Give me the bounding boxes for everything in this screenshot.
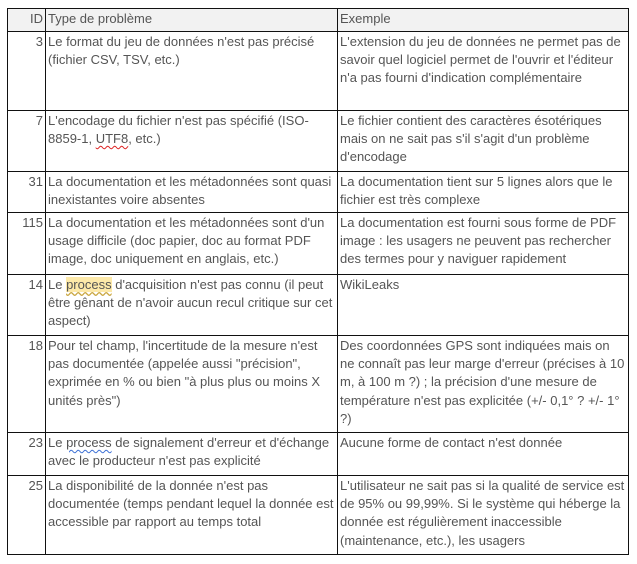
example-cell[interactable]: La documentation est fourni sous forme de PDF image : les usagers ne peuvent pas rechercher des termes pour y naviguer rapidement xyxy=(338,213,629,275)
header-row xyxy=(8,9,629,32)
problem-type-cell[interactable]: La documentation et les métadonnées sont quasi inexistantes voire absentes xyxy=(46,172,338,213)
row-id: 3 xyxy=(8,32,46,111)
header-id: ID xyxy=(8,9,46,32)
table-row xyxy=(8,336,629,433)
row-id: 23 xyxy=(8,433,46,476)
row-id: 18 xyxy=(8,336,46,433)
table-row xyxy=(8,275,629,336)
text-segment: Le xyxy=(48,435,67,450)
grammar-check-word[interactable]: process xyxy=(66,435,112,450)
spellcheck-word[interactable]: UTF8 xyxy=(95,131,129,147)
row-id: 115 xyxy=(8,213,46,275)
header-type: Type de problème xyxy=(46,9,338,32)
row-id: 7 xyxy=(8,111,46,172)
table-row xyxy=(8,32,629,111)
example-cell[interactable]: La documentation tient sur 5 lignes alors que le fichier est très complexe xyxy=(338,172,629,213)
problem-type-cell[interactable]: La documentation et les métadonnées sont d'un usage difficile (doc papier, doc au format PDF image, doc uniquement en anglais, etc.) xyxy=(46,213,338,275)
example-cell[interactable] xyxy=(338,476,629,555)
problem-type-cell[interactable] xyxy=(46,275,338,336)
example-cell[interactable]: Le fichier contient des caractères ésotériques mais on ne sait pas s'il s'agit d'un problème d'encodage xyxy=(338,111,629,172)
table-row xyxy=(8,433,629,476)
row-id: 31 xyxy=(8,172,46,213)
table-row xyxy=(8,213,629,275)
highlighted-word[interactable]: process xyxy=(66,277,112,292)
text-segment: L'encodage du fichier n'est pas spécifié (ISO-8859-1, xyxy=(48,113,309,147)
table-row xyxy=(8,476,629,555)
example-cell[interactable]: WikiLeaks xyxy=(338,275,629,336)
problems-table xyxy=(7,8,629,555)
problem-type-cell[interactable] xyxy=(46,433,338,476)
table-row xyxy=(8,111,629,172)
row-id: 25 xyxy=(8,476,46,555)
problem-type-cell[interactable] xyxy=(46,476,338,555)
problem-type-cell[interactable] xyxy=(46,111,338,172)
cell-text: La disponibilité de la donnée n'est pas documentée (temps pendant lequel la donnée est accessible par rapport au temps total xyxy=(48,478,334,530)
example-cell[interactable]: Des coordonnées GPS sont indiquées mais on ne connaît pas leur marge d'erreur (précises à 10 m, à 100 m ?) ; la précision d'une mesure de température n'est pas explicitée (+/- 0,1° ? +/- 1° ?) xyxy=(338,336,629,433)
row-id: 14 xyxy=(8,275,46,336)
text-segment: , etc.) xyxy=(128,131,161,147)
example-cell[interactable]: L'extension du jeu de données ne permet pas de savoir quel logiciel permet de l'ouvrir et l'éditeur n'a pas fourni d'indication complémentaire xyxy=(338,32,629,111)
cell-text: L'utilisateur ne sait pas si la qualité de service est de 95% ou 99,99%. Si le système qui héberge la donnée est régulièrement inaccessible (maintenance, etc.), les usagers xyxy=(340,478,625,548)
text-segment: de signalement d'erreur et d'échange avec le producteur n'est pas explicité xyxy=(48,435,330,469)
problem-type-cell[interactable]: Pour tel champ, l'incertitude de la mesure n'est pas documentée (appelée aussi "précision", exprimée en % ou bien "à plus plus ou moins X unités près") xyxy=(46,336,338,433)
text-segment: Le xyxy=(48,277,67,292)
table-row xyxy=(8,172,629,213)
text-segment: d'acquisition n'est pas connu (il peut être gênant de n'avoir aucun recul critique sur cet aspect) xyxy=(48,277,333,329)
example-cell[interactable]: Aucune forme de contact n'est donnée xyxy=(338,433,629,476)
header-example: Exemple xyxy=(338,9,629,32)
problem-type-cell[interactable]: Le format du jeu de données n'est pas précisé (fichier CSV, TSV, etc.) xyxy=(46,32,338,111)
